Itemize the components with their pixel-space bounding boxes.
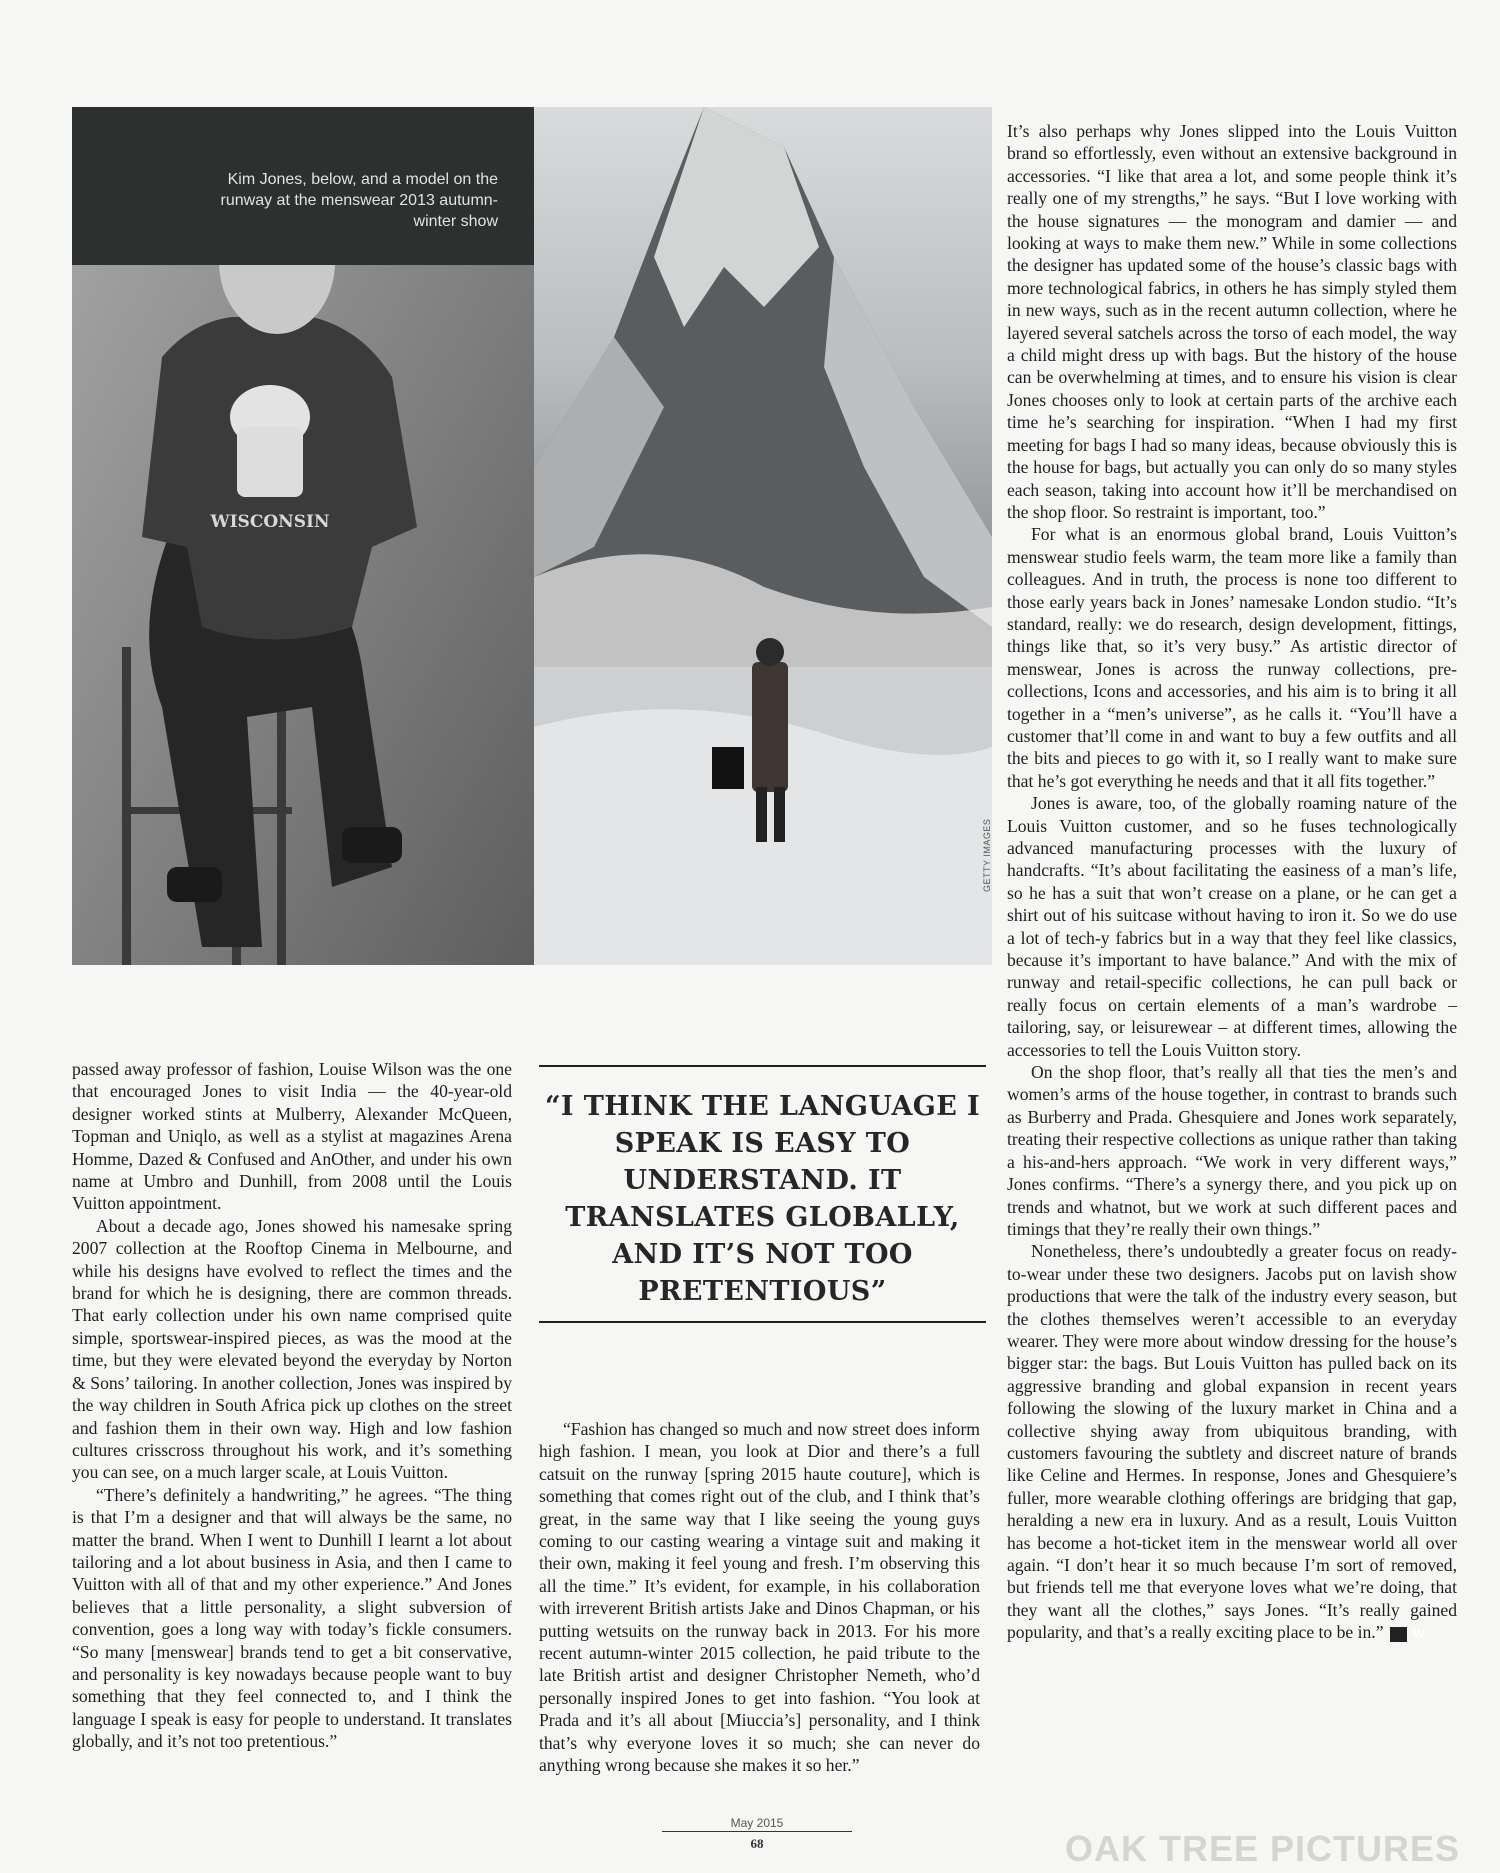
photo-caption: Kim Jones, below, and a model on the runway at the menswear 2013 autumn-winter show xyxy=(220,171,498,230)
column-middle xyxy=(539,1418,980,1777)
issue-date: May 2015 xyxy=(730,1816,784,1830)
paragraph: “Fashion has changed so much and now street does inform high fashion. I mean, you look at Dior and there’s a full catsuit on the runway [spring 2015 haute couture], which is something that comes right out of the club, and I think that’s great, in the same way that I like seeing the young guys coming to our casting wearing a vintage suit and making it their own, making it feel young and fresh. I’m observing this all the time.” It’s evident, for example, in his collaboration with irreverent British artists Jake and Dinos Chapman, or his putting wetsuits on the runway back in 2013. For his more recent autumn-winter 2015 collection, he paid tribute to the late British artist and designer Christopher Nemeth, who’d personally inspired Jones to get into fashion. “You look at Prada and it’s all about [Miuccia’s] personality, and I think that’s why everyone loves it so much; she can never do anything wrong because she makes it so her.” xyxy=(539,1419,980,1776)
paragraph: About a decade ago, Jones showed his namesake spring 2007 collection at the Rooftop Cinema in Melbourne, and while his designs have evolved to reflect the times and the brand for which he is designing, there are common threads. That early collection under his own name comprised quite simple, sportswear-inspired pieces, as was the mood at the time, but they were elevated beyond the everyday by Norton & Sons’ tailoring. In another collection, Jones was inspired by the way children in South Africa pick up clothes on the street and fashion them in their own way. High and low fashion cultures crisscross throughout his work, and it’s something you can see, on a much larger scale, at Louis Vuitton. xyxy=(72,1215,512,1483)
photo-runway-matterhorn xyxy=(534,107,992,965)
paragraph: It’s also perhaps why Jones slipped into the Louis Vuitton brand so effortlessly, even without an extensive background in accessories. “I like that area a lot, and some people think it’s really one of my strengths,” he says. “But I love working with the house signatures — the monogram and damier — and looking at ways to make them new.” While in some collections the designer has updated some of the house’s classic bags with more technological fabrics, in others he has simply styled them in new ways, such as in the recent autumn collection, where he layered several satchels across the torso of each model, the way a child might dress up with bags. But the history of the house can be overwhelming at times, and to ensure his vision is clear Jones chooses only to look at certain parts of the archive each time he’s searching for inspiration. “When I had my first meeting for bags I had so many ideas, because obviously this is the house for bags, but actually you can only do so many styles each season, taking into account how it’ll be merchandised on the shop floor. So restraint is important, too.” xyxy=(1007,121,1457,522)
quote-rule-top xyxy=(539,1065,986,1067)
mountain-illustration xyxy=(534,107,992,965)
caption-box xyxy=(72,107,534,265)
page-number: 68 xyxy=(750,1836,764,1851)
paragraph: “There’s definitely a handwriting,” he agrees. “The thing is that I’m a designer and that will always be the same, no matter the brand. When I went to Dunhill I learnt a lot about tailoring and a lot about business in Asia, and then I came to Vuitton with all of that and my other experience.” And Jones believes that a little personality, a slight subversion of convention, goes a long way with today’s fickle consumers. “So many [menswear] brands tend to get a bit conservative, and personality is key nowadays because people want to buy something that they feel connected to, and I think the language I speak is easy for people to understand. It translates globally, and it’s not too pretentious.” xyxy=(72,1484,512,1752)
paragraph-final xyxy=(1007,1240,1457,1643)
column-left xyxy=(72,1058,512,1753)
photo-credit: GETTY IMAGES xyxy=(982,818,992,892)
paragraph-text: Nonetheless, there’s undoubtedly a greater focus on ready-to-wear under these two designers. Jacobs put on lavish show productions that were the talk of the industry every season, but the clothes themselves weren’t accessible to an everyday wearer. They were more about window dressing for the house’s bigger star: the bags. But Louis Vuitton has pulled back on its aggressive branding and global expansion in recent years following the slowing of the luxury market in China and a collective shying away from ubiquitous branding, with customers favouring the subtlety and discreet nature of brands like Celine and Hermes. In response, Jones and Ghesquiere’s fuller, more wearable clothing offerings are bridging that gap, heralding a new era in luxury. And as a result, Louis Vuitton has become a hot-ticket item in the menswear world all over again. “I don’t hear it so much because I’m sort of removed, but friends tell me that everyone loves what we’re doing, that they want all the clothes,” says Jones. “It’s really gained popularity, and that’s a really exciting place to be in.” xyxy=(1007,1241,1457,1643)
sweatshirt-text: WISCONSIN xyxy=(210,512,330,532)
end-mark-icon: W xyxy=(1390,1627,1407,1642)
paragraph: passed away professor of fashion, Louise Wilson was the one that encouraged Jones to visit India — the 40-year-old designer worked stints at Mulberry, Alexander McQueen, Topman and Uniqlo, as well as a stylist at magazines Arena Homme, Dazed & Confused and AnOther, and under his own name at Umbro and Dunhill, from 2008 until the Louis Vuitton appointment. xyxy=(72,1059,512,1214)
paragraph: Jones is aware, too, of the globally roaming nature of the Louis Vuitton customer, and so he fuses technologically advanced manufacturing processes with the luxury of handcrafts. “It’s about facilitating the easiness of a man’s life, so he has a suit that won’t crease on a plane, or he can get a shirt out of his suitcase without having to iron it. So we do use a lot of tech-y fabrics but in a way that they feel like classics, because it’s important to have balance.” And with the mix of runway and retail-specific collections, he can pull back or really focus on certain elements of a man’s wardrobe – tailoring, say, or leisurewear – at different times, allowing the accessories to tell the Louis Vuitton story. xyxy=(1007,793,1457,1060)
quote-rule-bottom xyxy=(539,1321,986,1323)
paragraph: For what is an enormous global brand, Louis Vuitton’s menswear studio feels warm, the team more like a family than colleagues. And in truth, the process is none too different to those early years back in Jones’ namesake London studio. “It’s standard, really: we do research, design development, fittings, things like that, so it’s very busy.” As artistic director of menswear, Jones is across the runway collections, pre-collections, Icons and accessories, and his aim is to bring it all together in a “men’s universe”, as he calls it. “You’ll have a customer that’ll come in and want to buy a few outfits and all the bits and pieces to go with it, so I really want to make sure that he’s got everything he needs and that it all fits together.” xyxy=(1007,524,1457,791)
photo-kim-jones xyxy=(72,107,534,965)
paragraph: On the shop floor, that’s really all that ties the men’s and women’s arms of the house together, in contrast to brands such as Burberry and Prada. Ghesquiere and Jones work separately, treating their respective collections as unique rather than taking a his-and-hers approach. “We work in very different ways,” Jones confirms. “There’s a synergy there, and you pick up on trends and whatnot, but we work at such different paces and timings that they’re really their own things.” xyxy=(1007,1062,1457,1239)
pull-quote: “I THINK THE LANGUAGE I SPEAK IS EASY TO UNDERSTAND. IT TRANSLATES GLOBALLY, AND IT’S NOT TOO PRETENTIOUS” xyxy=(544,1091,981,1307)
watermark: OAK TREE PICTURES xyxy=(1064,1828,1460,1869)
column-right xyxy=(1007,120,1457,1644)
footer-rule xyxy=(662,1831,852,1832)
